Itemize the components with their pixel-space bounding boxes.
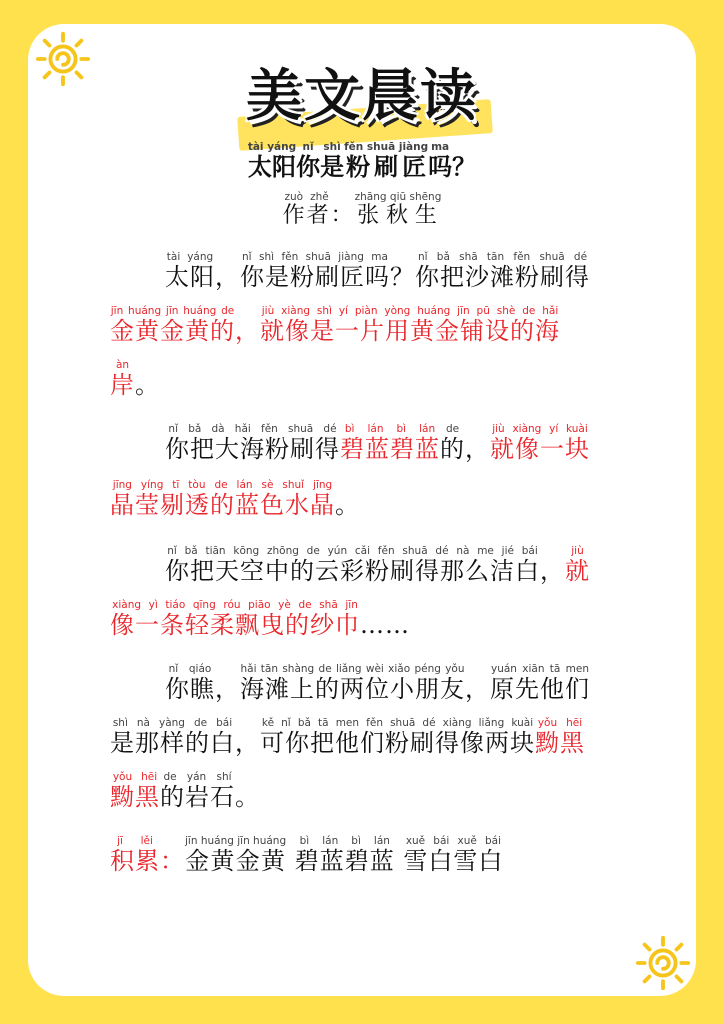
text-segment (403, 835, 504, 875)
text-segment (490, 423, 590, 463)
segment-text: 。 (135, 371, 160, 399)
text-segment (282, 191, 331, 228)
pinyin: de yán shí (160, 771, 235, 783)
text-segment (335, 491, 360, 519)
segment-text: 你 (296, 152, 321, 181)
text-segment (110, 359, 135, 399)
segment-text: 。 (235, 783, 260, 811)
body-line (110, 600, 410, 640)
pinyin: xiàng yì tiáo qīng róu piāo yè de shā jīn (110, 599, 360, 611)
segment-text: 张秋生 (354, 203, 442, 228)
text-segment (540, 557, 565, 585)
text-segment (465, 675, 490, 703)
text-segment (165, 251, 215, 291)
segment-text: …… (360, 611, 410, 639)
segment-text: 海滩上的两位小朋友 (240, 675, 465, 703)
pinyin: jiù xiàng shì yí piàn yòng huáng jīn pū shè de hǎi (260, 305, 560, 317)
text-segment (165, 663, 215, 703)
pinyin: nǐ (296, 141, 321, 153)
text-segment (452, 152, 476, 181)
segment-text: ， (465, 675, 490, 703)
text-segment (260, 717, 535, 757)
segment-text: ： (160, 847, 185, 875)
text-segment (110, 305, 235, 345)
text-segment (110, 479, 335, 519)
pinyin: xuě bái xuě bái (403, 835, 504, 847)
text-segment (331, 203, 355, 228)
pinyin: kě nǐ bǎ tā men fěn shuā dé xiàng liǎng kuài (260, 717, 535, 729)
segment-text: 你把沙滩粉刷得 (415, 263, 590, 291)
pinyin: jīng yíng tī tòu de lán sè shuǐ jīng (110, 479, 335, 491)
text-segment (390, 263, 415, 291)
text-segment (160, 771, 235, 811)
segment-text: 金黄金黄的 (110, 317, 235, 345)
pinyin: fěn shuā jiàng (344, 141, 429, 153)
text-segment (565, 545, 590, 585)
segment-text: 晶莹剔透的蓝色水晶 (110, 491, 335, 519)
text-segment (535, 717, 585, 757)
text-segment (360, 611, 410, 639)
segment-text: 你是粉刷匠吗 (240, 263, 390, 291)
segment-text: 金黄金黄 (185, 847, 287, 875)
text-segment (110, 771, 160, 811)
pinyin: bì lán bì lán (340, 423, 440, 435)
segment-text: 就像一块 (490, 435, 590, 463)
segment-text: 你把大海粉刷得 (165, 435, 340, 463)
pinyin: nǐ qiáo (165, 663, 215, 675)
text-segment (320, 141, 345, 181)
pinyin: jīn huáng jīn huáng (185, 835, 287, 847)
segment-text: 可你把他们粉刷得像两块 (260, 729, 535, 757)
pinyin: nǐ bǎ tiān kōng zhōng de yún cǎi fěn shuā dé nà me jié bái (165, 545, 540, 557)
text-segment (340, 423, 440, 463)
pinyin: jiù xiàng yí kuài (490, 423, 590, 435)
text-segment (415, 251, 590, 291)
segment-text: 太阳 (247, 152, 297, 181)
body-line (165, 546, 590, 586)
pinyin: shì nà yàng de bái (110, 717, 235, 729)
text-segment (235, 783, 260, 811)
segment-text: 像一条轻柔飘曳的纱巾 (110, 611, 360, 639)
segment-text: ， (465, 435, 490, 463)
segment-text: 雪白雪白 (403, 847, 504, 875)
body-line (110, 360, 160, 400)
segment-text: 的岩石 (160, 783, 235, 811)
segment-text: ？ (452, 152, 477, 181)
segment-text: ？ (390, 263, 415, 291)
pinyin: bì lán bì lán (294, 835, 395, 847)
segment-text: 。 (335, 491, 360, 519)
pinyin: shì (320, 141, 345, 153)
text-segment (215, 263, 240, 291)
article-title (0, 142, 724, 182)
text-segment (110, 599, 360, 639)
segment-text (286, 847, 295, 875)
text-segment (165, 545, 540, 585)
pinyin: jīn huáng jīn huáng de (110, 305, 235, 317)
text-segment (235, 317, 260, 345)
segment-text: 粉刷匠 (344, 152, 429, 181)
segment-text: 黝黑 (535, 729, 585, 757)
segment-text: ： (330, 203, 355, 228)
text-segment (215, 675, 240, 703)
text-segment (135, 371, 160, 399)
segment-text: 积累 (110, 847, 160, 875)
segment-text: 太阳 (165, 263, 215, 291)
segment-text: 是那样的白 (110, 729, 235, 757)
text-segment (465, 435, 490, 463)
page-title: 美文晨读 (246, 64, 478, 129)
text-segment (110, 717, 235, 757)
segment-text: ， (235, 317, 260, 345)
segment-text: 就像是一片用黄金铺设的海 (260, 317, 560, 345)
text-segment (354, 191, 442, 228)
pinyin: jiù (565, 545, 590, 557)
text-segment (286, 847, 295, 875)
segment-text: 作者 (282, 203, 331, 228)
segment-text: 碧蓝碧蓝 (294, 847, 395, 875)
segment-text: 碧蓝碧蓝 (340, 435, 440, 463)
segment-text: ， (540, 557, 565, 585)
body-line (110, 718, 585, 758)
segment-text: 原先他们 (490, 675, 590, 703)
pinyin: hǎi tān shàng de liǎng wèi xiǎo péng yǒu (240, 663, 465, 675)
segment-text: 你瞧 (165, 675, 215, 703)
segment-text: 就 (565, 557, 590, 585)
text-segment (490, 663, 590, 703)
pinyin: zhāng qiū shēng (354, 191, 442, 203)
pinyin: tài yáng (247, 141, 297, 153)
sun-icon (634, 934, 692, 992)
text-segment (247, 141, 297, 181)
body-line (165, 664, 590, 704)
text-segment (260, 305, 560, 345)
text-segment (185, 835, 287, 875)
text-segment (428, 141, 453, 181)
pinyin: de (440, 423, 465, 435)
text-segment (294, 835, 395, 875)
segment-text: ， (215, 263, 240, 291)
pinyin: yǒu hēi (110, 771, 160, 783)
text-segment (165, 423, 340, 463)
pinyin: nǐ shì fěn shuā jiàng ma (240, 251, 390, 263)
pinyin: tài yáng (165, 251, 215, 263)
article-author (0, 192, 724, 229)
text-segment (240, 663, 465, 703)
accumulation-line (110, 836, 503, 876)
body-line (110, 306, 560, 346)
body-line (165, 252, 590, 292)
pinyin: àn (110, 359, 135, 371)
segment-text: ， (235, 729, 260, 757)
text-segment (440, 423, 465, 463)
text-segment (235, 729, 260, 757)
text-segment (110, 835, 160, 875)
body-line (110, 772, 260, 812)
body-line (110, 480, 360, 520)
segment-text: 吗 (428, 152, 453, 181)
segment-text: ， (215, 675, 240, 703)
pinyin: yuán xiān tā men (490, 663, 590, 675)
text-segment (240, 251, 390, 291)
segment-text: 黝黑 (110, 783, 160, 811)
segment-text: 是 (320, 152, 345, 181)
pinyin: jī lěi (110, 835, 160, 847)
pinyin: ma (428, 141, 453, 153)
pinyin: nǐ bǎ shā tān fěn shuā dé (415, 251, 590, 263)
text-segment (344, 141, 429, 181)
text-segment (160, 847, 185, 875)
segment-text: 你把天空中的云彩粉刷得那么洁白 (165, 557, 540, 585)
segment-text: 的 (440, 435, 465, 463)
pinyin: zuò zhě (282, 191, 331, 203)
segment-text: 岸 (110, 371, 135, 399)
pinyin: nǐ bǎ dà hǎi fěn shuā dé (165, 423, 340, 435)
text-segment (296, 141, 321, 181)
pinyin: yǒu hēi (535, 717, 585, 729)
body-line (165, 424, 590, 464)
